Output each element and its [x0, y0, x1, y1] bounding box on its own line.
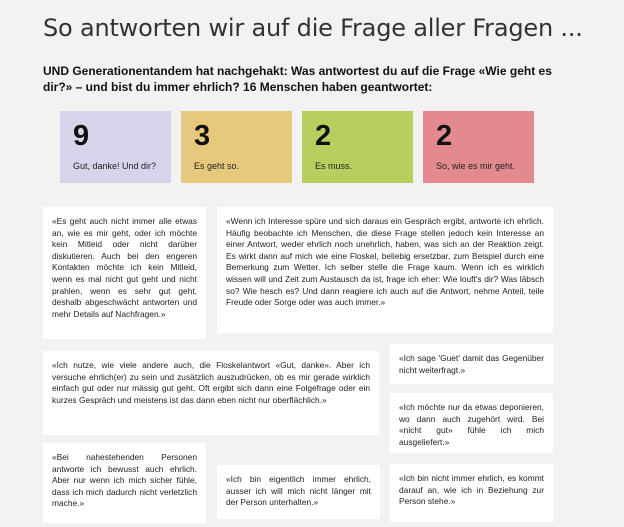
- stat-count: 9: [73, 120, 90, 152]
- stat-label: Es muss.: [315, 161, 353, 171]
- page-title: So antworten wir auf die Frage aller Fragen ...: [43, 14, 583, 42]
- stat-label: So, wie es mir geht.: [436, 161, 516, 171]
- quote-card: «Es geht auch nicht immer alle etwas an, wie es mir geht, oder ich möchte kein Mitleid oder nicht darüber diskutieren. Auch bei den engeren Kontakten möchte ich kein Mitleid, wenn es mal nicht gut geht und nicht prahlen, wenn es sehr gut geht, deshalb abgeschwächt antworten und mehr Details auf Nachfragen.»: [43, 207, 206, 339]
- stat-label: Gut, danke! Und dir?: [73, 161, 157, 171]
- quote-card: «Ich nutze, wie viele andere auch, die Floskelantwort «Gut, danke». Aber ich versuche ehrlich(er) zu sein und zusätzlich auszudrücken, ob es mir gerade wirklich einfach gut oder nur mässig gut geht. Oft ergibt sich dann eine Folgefrage oder ein kurzes Gespräch und meistens ist das dann eben nicht nur oberflächlich.»: [43, 351, 379, 435]
- stat-card-es-geht-so: [181, 111, 292, 183]
- stat-count: 3: [194, 120, 211, 152]
- stat-card-gut-danke: [60, 111, 171, 183]
- quote-card: «Bei nahestehenden Personen antworte ich bewusst auch ehrlich. Aber nur wenn ich mich sicher fühle, dass ich mich dadurch nicht verletzlich mache.»: [43, 443, 206, 523]
- stat-count: 2: [436, 120, 453, 152]
- stat-label: Es geht so.: [194, 161, 240, 171]
- quote-card: «Wenn ich Interesse spüre und sich daraus ein Gespräch ergibt, antworte ich ehrlich. Häufig beobachte ich Menschen, die diese Frage stellen jedoch kein Interesse an einer Antwort, weder ehrlich noch unehrlich, haben, was sich an der Reaktion zeigt. Es wirkt dann auf mich wie eine Floskel, beliebig ersetzbar, zum Beispiel durch eine Bemerkung zum Wetter. Ich selber stelle die Frage kaum. Wenn ich es wirklich wissen will und Zeit zum Austausch da ist, frage ich eher: Wie louft's dir? Was läbsch so? Wie hesch es? Und dann reagiere ich auch auf die Antwort, nehme Anteil, teile Freude oder Sorge oder was auch immer.»: [217, 207, 553, 333]
- quote-card: «Ich bin nicht immer ehrlich, es kommt darauf an, wie ich in Beziehung zur Person stehe.»: [390, 464, 553, 522]
- quote-card: «Ich möchte nur da etwas deponieren, wo dann auch zugehört wird. Bei «nicht gut» fühle ich mich ausgeliefert.»: [390, 393, 553, 453]
- stat-card-so-wie-es-mir-geht: [423, 111, 534, 183]
- stat-card-es-muss: [302, 111, 413, 183]
- survey-intro: UND Generationentandem hat nachgehakt: Was antwortest du auf die Frage «Wie geht es dir?» – und bist du immer ehrlich? 16 Menschen haben geantwortet:: [43, 64, 552, 94]
- quote-card: «Ich sage 'Guet' damit das Gegenüber nicht weiterfragt.»: [390, 344, 553, 384]
- stat-count: 2: [315, 120, 332, 152]
- quote-card: «Ich bin eigentlich immer ehrlich, ausser ich will mich nicht länger mit der Person unterhalten.»: [217, 465, 380, 519]
